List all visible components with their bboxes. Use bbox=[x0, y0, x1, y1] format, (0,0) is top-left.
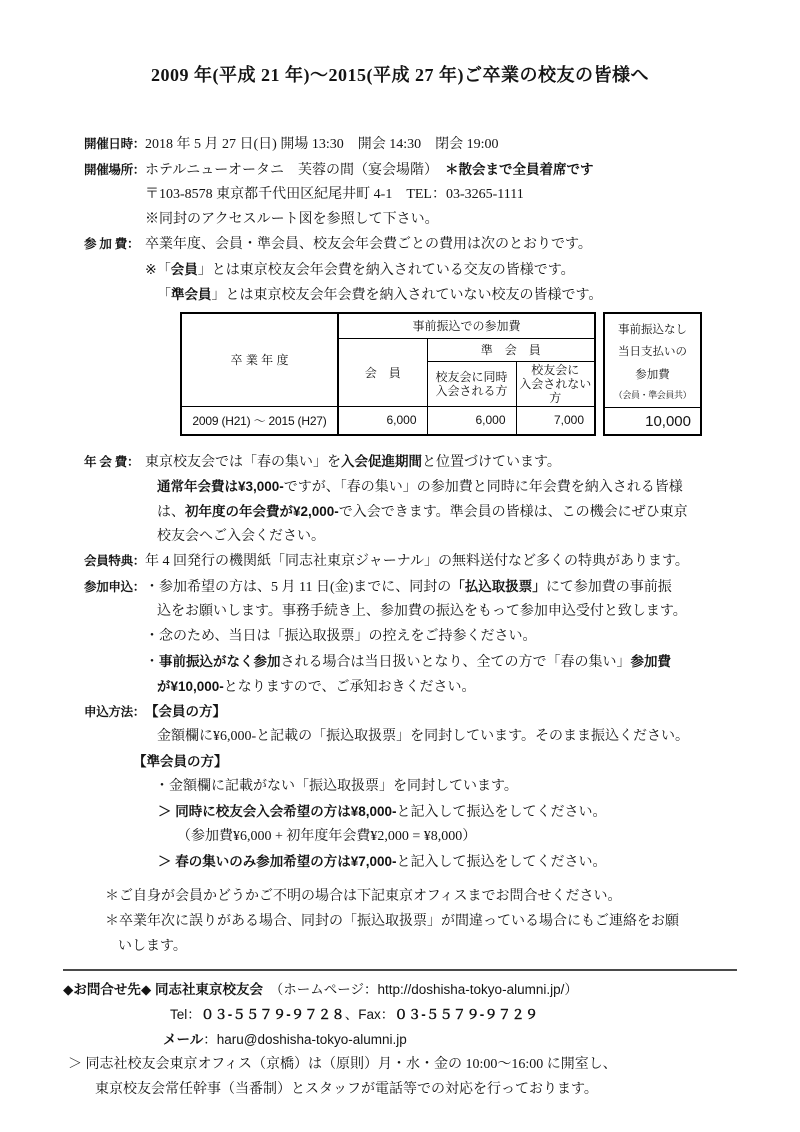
field-label: 会員特典： bbox=[84, 554, 146, 568]
doc-line bbox=[84, 699, 740, 724]
doc-line bbox=[158, 849, 740, 874]
doc-line bbox=[157, 474, 740, 499]
doc-line bbox=[157, 599, 740, 624]
body-text: ＊卒業年次に誤りがある場合、同封の「振込取扱票」が間違っている場合にもご連絡をお願 bbox=[105, 914, 679, 929]
assoc-nojoin-line1: 校友会に bbox=[531, 362, 580, 377]
emphasis-text: ＞ 春の集いのみ参加希望の方は¥7,000- bbox=[158, 854, 397, 869]
body-text: （ホームページ：http://doshisha-tokyo-alumni.jp/） bbox=[263, 982, 578, 997]
emphasis-text: 通常年会費は¥3,000- bbox=[157, 479, 284, 494]
emphasis-text: ０３-５５７９-９７２８ bbox=[200, 1007, 345, 1022]
body-text: にて参加費の事前振 bbox=[545, 580, 672, 595]
doc-line bbox=[105, 909, 740, 934]
doc-line bbox=[68, 1052, 740, 1077]
emphasis-text: 【準会員の方】 bbox=[133, 754, 228, 769]
noprepay-line1: 事前振込なし bbox=[618, 324, 687, 337]
doc-line bbox=[157, 282, 740, 307]
section-event-info bbox=[84, 132, 740, 307]
body-text: ・念のため、当日は「振込取扱票」の控えをご持参ください。 bbox=[145, 629, 537, 644]
body-text: （参加費¥6,000 + 初年度年会費¥2,000 = ¥8,000） bbox=[177, 829, 477, 844]
doc-line bbox=[95, 1077, 740, 1102]
field-label: 参加申込： bbox=[84, 580, 146, 594]
emphasis-text: 参加費 bbox=[630, 654, 671, 669]
body-text: 2018 年 5 月 27 日(日) 開場 13:30 開会 14:30 閉会 19:00 bbox=[145, 137, 499, 152]
body-text: ・参加希望の方は、5 月 11 日(金)までに、同封の bbox=[145, 580, 452, 595]
body-text: いします。 bbox=[118, 939, 187, 954]
emphasis-text: 入会促進期間 bbox=[341, 454, 422, 469]
body-text: となりますので、ご承知おきください。 bbox=[223, 680, 476, 695]
cell-assoc-nojoin-header bbox=[516, 361, 595, 406]
doc-line bbox=[145, 649, 740, 674]
doc-line bbox=[84, 157, 740, 182]
body-text: ホテルニューオータニ 芙蓉の間（宴会場階） bbox=[145, 163, 446, 178]
body-text: 東京校友会常任幹事（当番制）とスタッフが電話等での対応を行っております。 bbox=[95, 1082, 598, 1097]
body-text: される場合は当日扱いとなり、全ての方で「春の集い」 bbox=[280, 655, 631, 670]
body-text: は、 bbox=[157, 505, 185, 520]
cell-member-header: 会 員 bbox=[338, 338, 427, 406]
section-contact bbox=[63, 977, 740, 1102]
doc-line bbox=[177, 824, 740, 849]
emphasis-text: ０３-５５７９-９７２９ bbox=[394, 1007, 539, 1022]
body-text: と記入して振込をしてください。 bbox=[396, 805, 607, 820]
assoc-join-line2: 入会される方 bbox=[435, 383, 508, 398]
body-text: ※同封のアクセスルート図を参照して下さい。 bbox=[145, 212, 439, 227]
emphasis-text: 準会員 bbox=[171, 287, 212, 302]
doc-line bbox=[84, 132, 740, 157]
body-text: ＞ 同志社校友会東京オフィス（京橋）は（原則）月・水・金の 10:00～16:00 に開室し、 bbox=[68, 1057, 617, 1072]
fee-table-noprepay-column bbox=[603, 312, 702, 436]
body-text: Tel： bbox=[170, 1007, 201, 1022]
doc-line bbox=[84, 549, 740, 574]
doc-line bbox=[157, 499, 740, 524]
body-text: ※「 bbox=[145, 263, 171, 278]
body-text: 年 4 回発行の機関紙「同志社東京ジャーナル」の無料送付など多くの特典があります。 bbox=[145, 554, 689, 569]
body-text: 込をお願いします。事務手続き上、参加費の振込をもって参加申込受付と致します。 bbox=[157, 604, 687, 619]
doc-line bbox=[163, 1027, 740, 1052]
doc-line bbox=[105, 884, 740, 909]
field-label: 申込方法： bbox=[84, 705, 146, 719]
body-text: 「 bbox=[157, 288, 171, 303]
doc-line bbox=[118, 934, 740, 959]
field-label: 年 会 費： bbox=[84, 455, 140, 469]
table-row bbox=[181, 406, 595, 435]
page-title: 2009 年(平成 21 年)～2015(平成 27 年)ご卒業の校友の皆様へ bbox=[151, 65, 649, 85]
body-text: 金額欄に¥6,000-と記載の「振込取扱票」を同封しています。そのまま振込ください。 bbox=[157, 729, 690, 744]
emphasis-text: ＞ 同時に校友会入会希望の方は¥8,000- bbox=[158, 804, 397, 819]
cell-assoc-join-header bbox=[427, 361, 516, 406]
doc-line bbox=[158, 799, 740, 824]
section-details bbox=[84, 449, 740, 874]
cell-grad-year-header: 卒 業 年 度 bbox=[181, 313, 338, 406]
body-text: 〒103-8578 東京都千代田区紀尾井町 4-1 TEL：03-3265-1111 bbox=[145, 187, 524, 202]
assoc-join-line1: 校友会に同時 bbox=[435, 369, 508, 384]
doc-line bbox=[145, 182, 740, 207]
emphasis-text: が¥10,000- bbox=[157, 679, 224, 694]
body-text: ・ bbox=[145, 655, 159, 670]
doc-line bbox=[133, 749, 740, 774]
emphasis-text: 「払込取扱票」 bbox=[451, 579, 546, 594]
field-label: 参 加 費： bbox=[84, 237, 140, 251]
cell-assoc-join-fee: 6,000 bbox=[427, 406, 516, 435]
noprepay-line3: 参加費 bbox=[635, 368, 670, 381]
fee-table bbox=[180, 312, 702, 436]
doc-line bbox=[155, 774, 740, 799]
field-label: 開催日時： bbox=[84, 137, 146, 151]
body-text: 、Fax： bbox=[344, 1007, 395, 1022]
cell-member-fee: 6,000 bbox=[338, 406, 427, 435]
body-text: と位置づけています。 bbox=[422, 455, 561, 470]
noprepay-line2: 当日支払いの bbox=[618, 346, 687, 359]
emphasis-text: ◆お問合せ先◆ 同志社東京校友会 bbox=[63, 982, 264, 997]
doc-line bbox=[145, 624, 740, 649]
cell-prepaid-header: 事前振込での参加費 bbox=[338, 313, 595, 338]
field-label: 開催場所： bbox=[84, 163, 146, 177]
emphasis-text: 会員 bbox=[170, 262, 198, 277]
cell-grad-year: 2009 (H21) ～ 2015 (H27) bbox=[181, 406, 338, 435]
emphasis-text: 初年度の年会費が¥2,000- bbox=[185, 504, 339, 519]
doc-line bbox=[157, 524, 740, 549]
emphasis-text: ＊散会まで全員着席です bbox=[445, 162, 594, 177]
body-text: 東京校友会では「春の集い」を bbox=[145, 455, 341, 470]
doc-line bbox=[63, 977, 740, 1002]
doc-line bbox=[145, 207, 740, 232]
body-text: ：haru@doshisha-tokyo-alumni.jp bbox=[203, 1032, 407, 1047]
doc-line bbox=[157, 724, 740, 749]
body-text: ・金額欄に記載がない「振込取扱票」を同封しています。 bbox=[155, 779, 518, 794]
body-text: 卒業年度、会員・準会員、校友会年会費ごとの費用は次のとおりです。 bbox=[145, 237, 592, 252]
divider bbox=[63, 969, 737, 971]
body-text: 校友会へご入会ください。 bbox=[157, 529, 325, 544]
cell-assoc-nojoin-fee: 7,000 bbox=[516, 406, 595, 435]
doc-line bbox=[157, 674, 740, 699]
doc-line bbox=[84, 449, 740, 474]
doc-line bbox=[84, 574, 740, 599]
noprepay-header bbox=[605, 314, 700, 408]
fee-table-main bbox=[180, 312, 596, 436]
body-text: ですが、「春の集い」の参加費と同時に年会費を納入される皆様 bbox=[283, 480, 683, 495]
cell-noprepay-fee: 10,000 bbox=[645, 413, 691, 430]
doc-line bbox=[170, 1002, 740, 1027]
emphasis-text: 【会員の方】 bbox=[145, 704, 226, 719]
body-text: ＊ご自身が会員かどうかご不明の場合は下記東京オフィスまでお問合せください。 bbox=[105, 889, 622, 904]
cell-associate-header: 準 会 員 bbox=[427, 338, 595, 361]
assoc-nojoin-line2: 入会されない方 bbox=[519, 376, 592, 405]
section-notes bbox=[84, 884, 740, 959]
body-text: 」とは東京校友会年会費を納入されている交友の皆様です。 bbox=[197, 263, 575, 278]
body-text: と記入して振込をしてください。 bbox=[396, 855, 607, 870]
doc-line bbox=[84, 232, 740, 257]
noprepay-line4: （会員・準会員共） bbox=[613, 389, 692, 400]
body-text: で入会できます。準会員の皆様は、この機会にぜひ東京 bbox=[338, 505, 688, 520]
body-text: 」とは東京校友会年会費を納入されていない校友の皆様です。 bbox=[211, 288, 603, 303]
doc-line bbox=[145, 257, 740, 282]
emphasis-text: 事前振込がなく参加 bbox=[159, 654, 281, 669]
emphasis-text: メール bbox=[163, 1032, 204, 1047]
